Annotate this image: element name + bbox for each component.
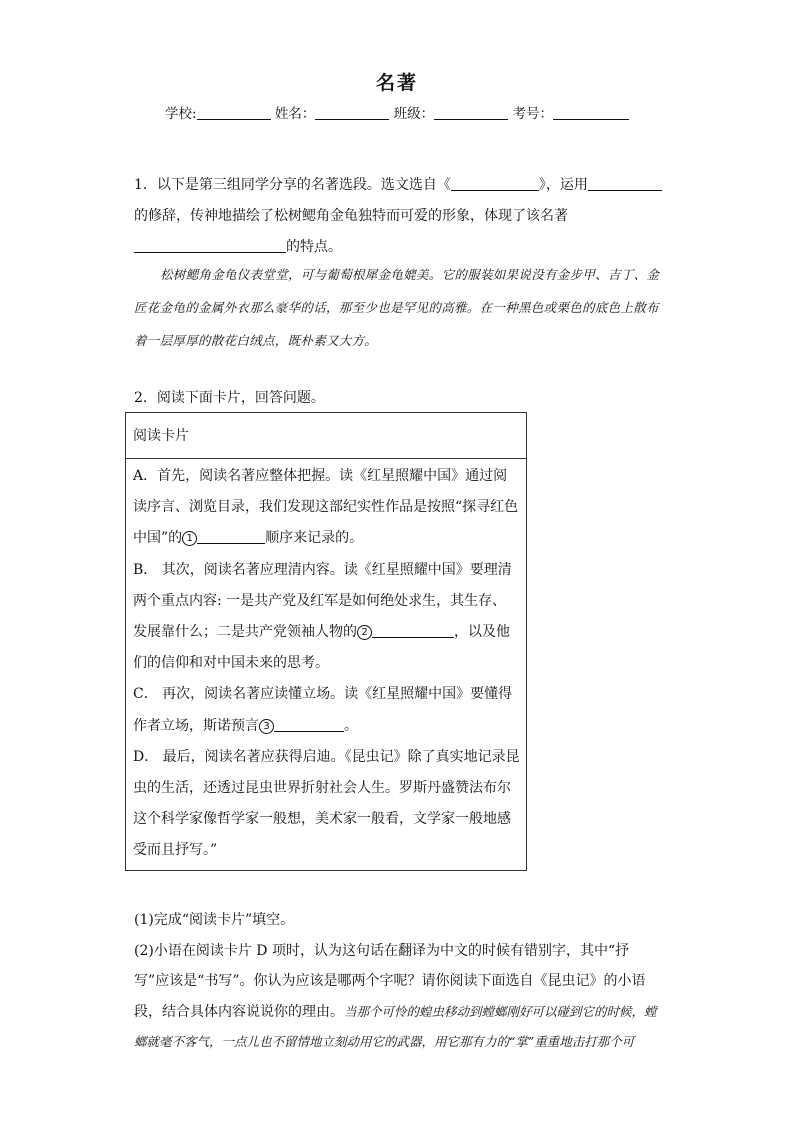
exam-no-label: 考号： xyxy=(512,106,553,122)
sub-questions xyxy=(134,905,664,1058)
name-label: 姓名： xyxy=(274,106,316,122)
question-2-stem: 2．阅读下面卡片，回答问题。 xyxy=(134,390,325,406)
question-1 xyxy=(134,170,664,263)
reading-card-body xyxy=(126,459,526,867)
blank-marker-1: 1 xyxy=(182,531,197,546)
name-blank[interactable] xyxy=(315,105,389,120)
q1-text-3: 的修辞，传神地描绘了松树鳃角金龟独特而可爱的形象，体现了该名著 xyxy=(134,208,568,224)
q1-text-4: 的特点。 xyxy=(286,239,342,255)
q1-book-blank[interactable] xyxy=(451,176,539,191)
blank-marker-3: 3 xyxy=(259,719,274,734)
school-label: 学校: xyxy=(165,106,197,122)
class-blank[interactable] xyxy=(434,105,508,120)
card-item-d: D． 最后，阅读名著应获得启迪。《昆虫记》除了真实地记录昆虫的生活，还透过昆虫世界折射社会人生。罗斯丹盛赞法布尔这个科学家像哲学家一般想，美术家一般看，文学家一般地感受而且抒写。” xyxy=(133,748,520,859)
card-blank-1[interactable] xyxy=(197,529,265,544)
card-item-b: B． 其次，阅读名著应理清内容。读《红星照耀中国》要理清两个重点内容: 一是共产党及红军是如何绝处求生，其生存、发展靠什么；二是共产党领袖人物的 2 ，以及他们的信仰和对中国未来的思考。 xyxy=(133,561,512,672)
q1-passage: 松树鳃角金龟仪表堂堂，可与葡萄根犀金龟媲美。它的服装如果说没有金步甲、吉丁、金匠花金龟的金属外衣那么豪华的话，那至少也是罕见的高雅。在一种黑色或栗色的底色上散布着一层厚厚的散花白绒点，既朴素又大方。 xyxy=(134,267,660,348)
reading-card xyxy=(125,412,527,871)
reading-card-title: 阅读卡片 xyxy=(126,413,526,459)
blank-marker-2: 2 xyxy=(357,625,372,640)
card-blank-2[interactable] xyxy=(372,623,454,638)
sub-question-2: (2)小语在阅读卡片 D 项时，认为这句话在翻译为中文的时候有错别字，其中“抒写”应该是“书写”。你认为应该是哪两个字呢？请你阅读下面选自《昆虫记》的小语段，结合具体内容说说你的理由。当那个可怜的蝗虫移动到螳螂刚好可以碰到它的时候，螳螂就毫不客气，一点儿也不留情地立刻动用它的武器，用它那有力的“掌”重重地击打那个可 xyxy=(134,942,657,1049)
page-title: 名著 xyxy=(375,72,418,94)
school-blank[interactable] xyxy=(197,105,271,120)
sub-question-1: (1)完成“阅读卡片”填空。 xyxy=(134,912,295,928)
q1-rhetoric-blank[interactable] xyxy=(588,176,662,191)
q1-text-1: 1．以下是第三组同学分享的名著选段。选文选自《 xyxy=(134,177,451,193)
exam-no-blank[interactable] xyxy=(553,105,629,120)
card-blank-3[interactable] xyxy=(274,717,344,732)
q1-text-2: 》，运用 xyxy=(538,177,588,193)
card-item-c: C． 再次，阅读名著应读懂立场。读《红星照耀中国》要懂得作者立场，斯诺预言 3 。 xyxy=(133,686,513,734)
card-item-a: A．首先，阅读名著应整体把握。读《红星照耀中国》通过阅读序言、浏览目录，我们发现这部纪实性作品是按照“探寻红色中国”的 1 顺序来记录的。 xyxy=(133,468,519,547)
class-label: 班级： xyxy=(393,106,435,122)
q1-feature-blank[interactable] xyxy=(134,238,286,253)
student-info-line xyxy=(0,102,794,122)
sub-question-2-passage: 当那个可怜的蝗虫移动到螳螂刚好可以碰到它的时候，螳螂就毫不客气，一点儿也不留情地立刻动用它的武器，用它那有力的“掌”重重地击打那个可 xyxy=(134,1003,657,1049)
